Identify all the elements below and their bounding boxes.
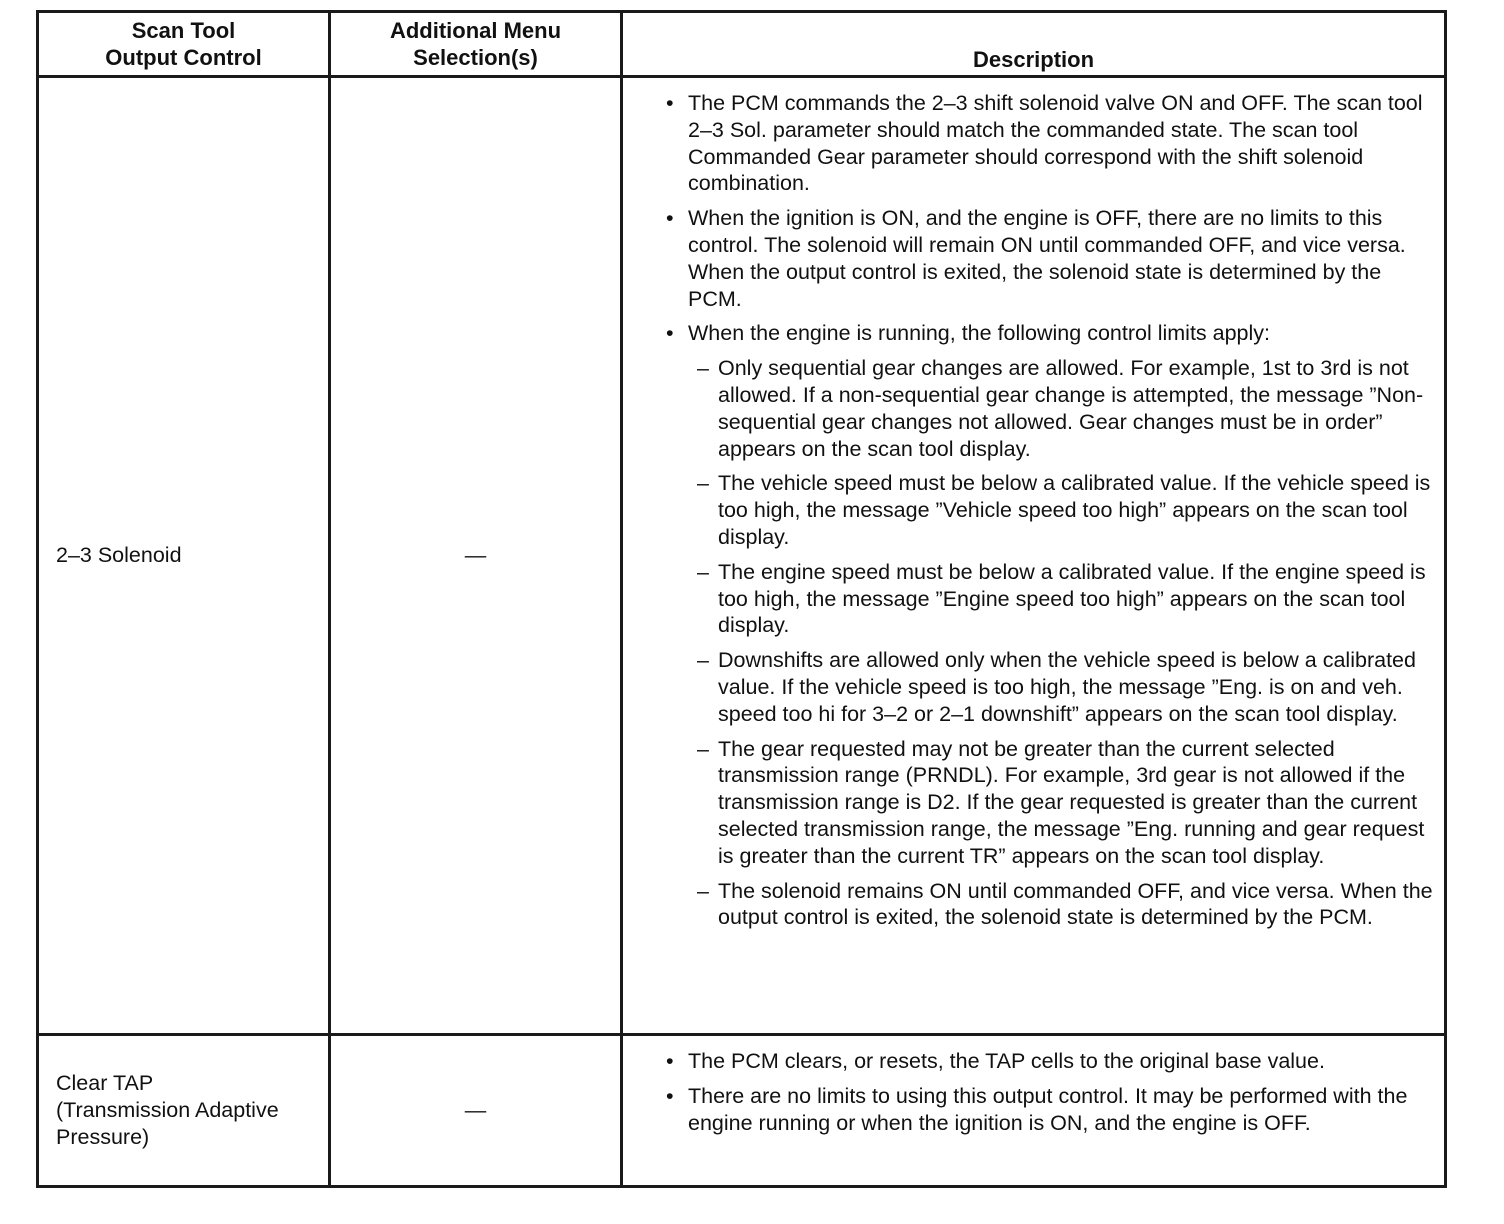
control-name-line2: (Transmission Adaptive Pressure) (56, 1098, 279, 1149)
bullet-text: When the engine is running, the following control limits apply: (688, 321, 1271, 346)
bullet-item: • The PCM clears, or resets, the TAP cells to the original base value. (666, 1048, 1436, 1075)
control-name-line1: Clear TAP (56, 1071, 154, 1096)
bullet-item: • There are no limits to using this output control. It may be performed with the engine running or when the ignition is ON, and the engine is OFF. (666, 1083, 1436, 1137)
description-cell (622, 77, 1446, 1035)
header-col2-line1: Additional Menu (389, 18, 562, 43)
output-control-table (36, 10, 1447, 1188)
header-scan-tool-output-control (38, 12, 330, 77)
table-row-clear-tap (38, 1035, 1446, 1187)
sub-item: – The gear requested may not be greater than the current selected transmission range (PRNDL). For example, 3rd gear is not allowed if the transmission range is D2. If the gear requested is greater than the current selected transmission range, the message ”Eng. running and gear request is greater than the current TR” appears on the scan tool display. (688, 736, 1436, 870)
bullet-item: • The PCM commands the 2–3 shift solenoid valve ON and OFF. The scan tool 2–3 Sol. parameter should match the commanded state. The scan tool Commanded Gear parameter should correspond with the shift solenoid combination. (666, 90, 1436, 197)
header-description: Description (622, 12, 1446, 77)
sub-item: – The solenoid remains ON until commanded OFF, and vice versa. When the output control is exited, the solenoid state is determined by the PCM. (688, 878, 1436, 932)
description-cell (622, 1035, 1446, 1187)
bullet-item: • When the ignition is ON, and the engine is OFF, there are no limits to this control. The solenoid will remain ON until commanded OFF, and vice versa. When the output control is exited, the solenoid state is determined by the PCM. (666, 205, 1436, 312)
control-limits-list (688, 355, 1436, 931)
table-row-2-3-solenoid (38, 77, 1446, 1035)
bullet-item (666, 320, 1436, 931)
control-name-cell: 2–3 Solenoid (38, 77, 330, 1035)
description-bullet-list (666, 90, 1436, 931)
sub-item: – The vehicle speed must be below a calibrated value. If the vehicle speed is too high, the message ”Vehicle speed too high” appears on the scan tool display. (688, 470, 1436, 550)
description-bullet-list (666, 1048, 1436, 1136)
menu-selection-cell: — (330, 1035, 622, 1187)
header-col1-line2: Output Control (105, 45, 262, 70)
header-col1-line1: Scan Tool (131, 18, 236, 43)
header-col2-line2: Selection(s) (413, 45, 538, 70)
sub-item: – Only sequential gear changes are allowed. For example, 1st to 3rd is not allowed. If a non-sequential gear change is attempted, the message ”Non-sequential gear changes not allowed. Gear changes must be in order” appears on the scan tool display. (688, 355, 1436, 462)
header-additional-menu-selections (330, 12, 622, 77)
table-header-row (38, 12, 1446, 77)
control-name-cell (38, 1035, 330, 1187)
menu-selection-cell: — (330, 77, 622, 1035)
sub-item: – The engine speed must be below a calibrated value. If the engine speed is too high, the message ”Engine speed too high” appears on the scan tool display. (688, 559, 1436, 639)
sub-item: – Downshifts are allowed only when the vehicle speed is below a calibrated value. If the vehicle speed is too high, the message ”Eng. is on and veh. speed too hi for 3–2 or 2–1 downshift” appears on the scan tool display. (688, 647, 1436, 727)
